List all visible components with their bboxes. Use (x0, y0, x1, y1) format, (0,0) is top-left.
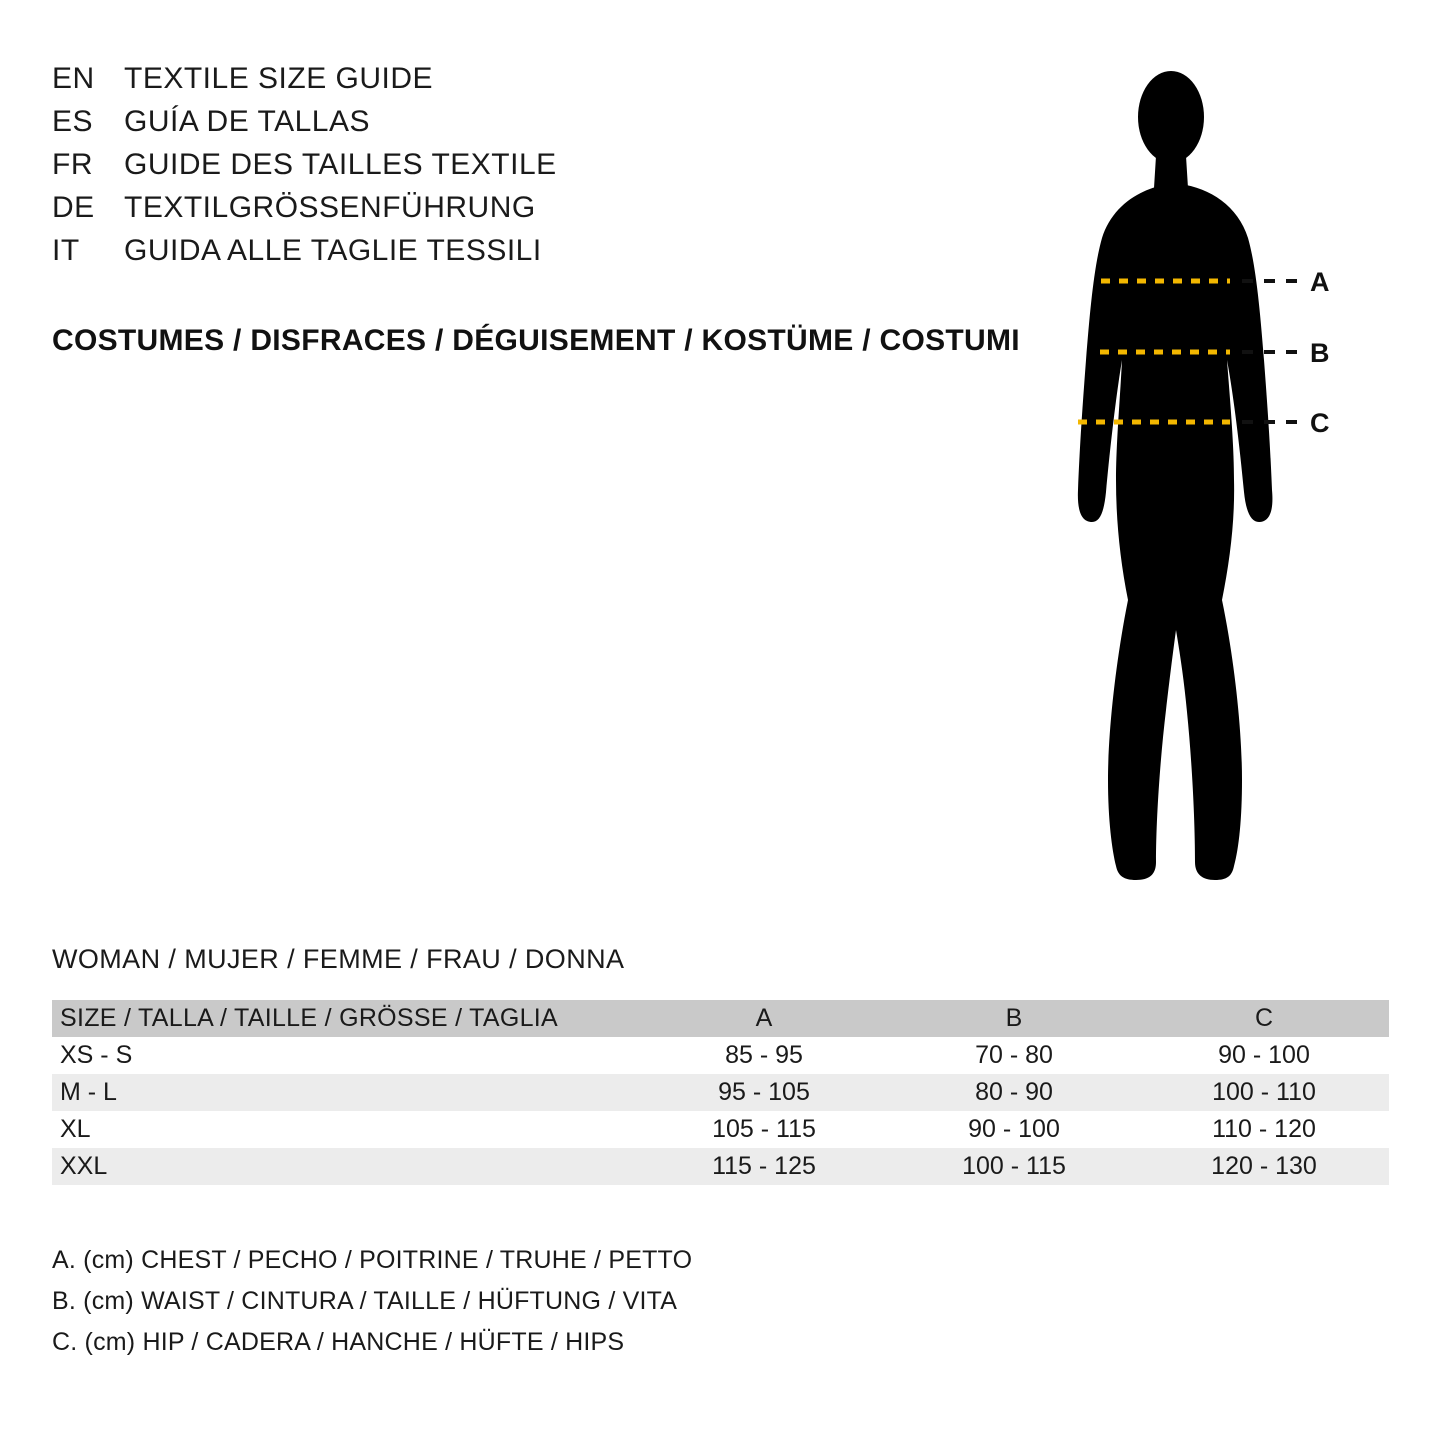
language-title: GUIDA ALLE TAGLIE TESSILI (124, 234, 542, 267)
language-row (52, 234, 1032, 277)
marker-label-b: B (1310, 338, 1330, 368)
table-row (52, 1111, 1389, 1148)
language-title: TEXTILE SIZE GUIDE (124, 62, 434, 95)
column-header-size: SIZE / TALLA / TAILLE / GRÖSSE / TAGLIA (60, 1004, 559, 1032)
table-header-row (52, 1000, 1389, 1037)
column-header-a: A (755, 1004, 773, 1032)
language-code: FR (52, 148, 93, 181)
language-row (52, 191, 1032, 234)
language-code: IT (52, 234, 80, 267)
cell-a: 115 - 125 (712, 1152, 816, 1180)
language-code: DE (52, 191, 95, 224)
measurement-lines (1020, 60, 1390, 890)
legend-row-a: A. (cm) CHEST / PECHO / POITRINE / TRUHE / PETTO (52, 1246, 693, 1274)
legend-row-c: C. (cm) HIP / CADERA / HANCHE / HÜFTE / HIPS (52, 1328, 625, 1356)
legend-row-b: B. (cm) WAIST / CINTURA / TAILLE / HÜFTUNG / VITA (52, 1287, 678, 1315)
cell-c: 100 - 110 (1212, 1078, 1316, 1106)
cell-b: 70 - 80 (975, 1041, 1053, 1069)
cell-b: 90 - 100 (968, 1115, 1060, 1143)
cell-c: 110 - 120 (1212, 1115, 1316, 1143)
language-row (52, 62, 1032, 105)
table-row (52, 1037, 1389, 1074)
size-table (52, 1000, 1389, 1185)
cell-a: 95 - 105 (718, 1078, 810, 1106)
table-row (52, 1074, 1389, 1111)
cell-b: 80 - 90 (975, 1078, 1053, 1106)
column-header-b: B (1005, 1004, 1023, 1032)
language-list (52, 62, 1032, 277)
language-title: GUIDE DES TAILLES TEXTILE (124, 148, 557, 181)
column-header-c: C (1254, 1004, 1274, 1032)
cell-a: 85 - 95 (725, 1041, 803, 1069)
cell-c: 90 - 100 (1218, 1041, 1310, 1069)
language-title: TEXTILGRÖSSENFÜHRUNG (124, 191, 536, 224)
cell-size: XXL (60, 1152, 108, 1180)
cell-size: M - L (60, 1078, 117, 1106)
female-silhouette-figure (1020, 60, 1390, 890)
table-title: WOMAN / MUJER / FEMME / FRAU / DONNA (52, 944, 625, 974)
cell-c: 120 - 130 (1211, 1152, 1317, 1180)
marker-label-a: A (1310, 267, 1330, 297)
language-title: GUÍA DE TALLAS (124, 105, 370, 138)
cell-size: XS - S (60, 1041, 133, 1069)
cell-a: 105 - 115 (712, 1115, 816, 1143)
cell-b: 100 - 115 (962, 1152, 1066, 1180)
category-heading: COSTUMES / DISFRACES / DÉGUISEMENT / KOSTÜME / COSTUMI (52, 324, 1020, 357)
cell-size: XL (60, 1115, 91, 1143)
measurement-legend (52, 1240, 692, 1363)
language-code: ES (52, 105, 94, 138)
language-code: EN (52, 62, 95, 95)
language-row (52, 148, 1032, 191)
marker-label-c: C (1310, 408, 1330, 438)
table-row (52, 1148, 1389, 1185)
language-row (52, 105, 1032, 148)
